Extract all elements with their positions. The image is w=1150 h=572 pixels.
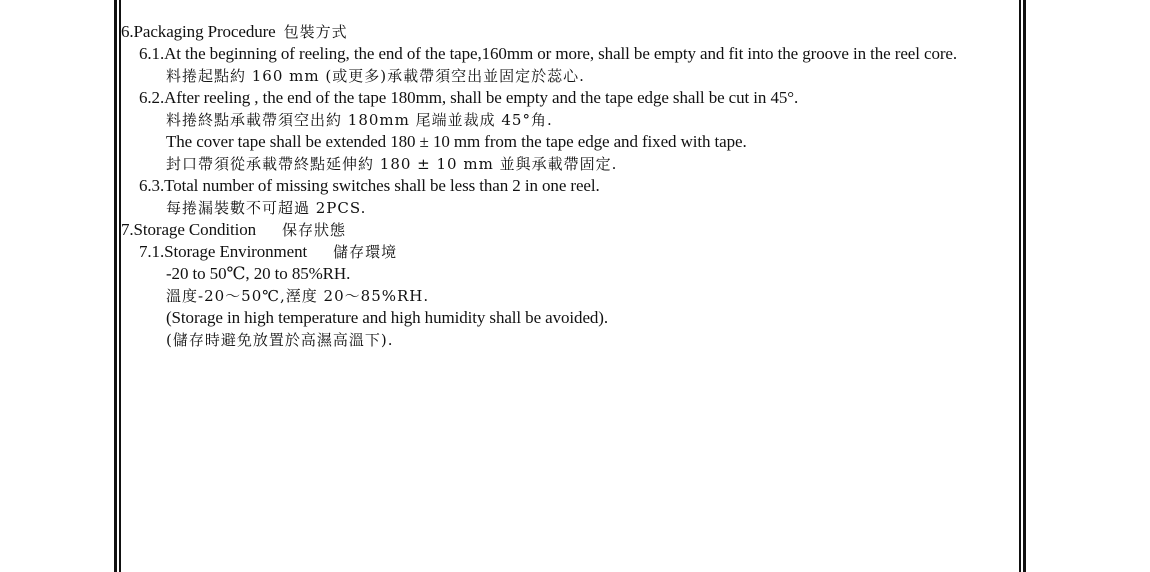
section-7-heading — [121, 219, 1011, 241]
storage-note-cjk: (儲存時避免放置於高濕高溫下). — [166, 331, 394, 349]
frame-right-outer-line — [1023, 0, 1026, 572]
section-7-heading-cjk: 保存狀態 — [282, 221, 347, 239]
item-6-2-cover-cjk: 封口帶須從承載帶終點延伸約 180 ± 10 mm 並與承載帶固定. — [166, 155, 618, 173]
item-6-3-en: 6.3.Total number of missing switches shall be less than 2 in one reel. — [139, 176, 600, 195]
document-content — [121, 21, 1011, 351]
section-6-heading-en: 6.Packaging Procedure — [121, 22, 276, 41]
item-6-2-en: 6.2.After reeling , the end of the tape 180mm, shall be empty and the tape edge shall be cut in 45°. — [139, 88, 799, 107]
item-6-3-cjk: 每捲漏裝數不可超過 2PCS. — [166, 199, 367, 217]
item-6-1-en: 6.1.At the beginning of reeling, the end of the tape,160mm or more, shall be empty and fit into the groove in the reel core. — [139, 44, 958, 63]
frame-right-inner-line — [1019, 0, 1021, 572]
frame-left-outer-line — [114, 0, 117, 572]
item-6-2-cover-en: The cover tape shall be extended 180 ± 10 mm from the tape edge and fixed with tape. — [166, 132, 747, 151]
section-6-heading-cjk: 包裝方式 — [283, 23, 348, 41]
storage-note-en: (Storage in high temperature and high humidity shall be avoided). — [166, 308, 609, 327]
item-7-1-heading-en: 7.1.Storage Environment — [139, 242, 308, 261]
section-7-heading-en: 7.Storage Condition — [121, 220, 257, 239]
section-6-heading — [121, 21, 1011, 43]
item-6-1-cjk: 料捲起點約 160 mm (或更多)承載帶須空出並固定於蕊心. — [166, 67, 585, 85]
item-7-1-heading — [121, 241, 1011, 263]
storage-range-cjk: 溫度-20～50℃,溼度 20～85%RH. — [166, 287, 430, 305]
storage-range-en: -20 to 50℃, 20 to 85%RH. — [166, 264, 351, 283]
item-7-1-heading-cjk: 儲存環境 — [333, 243, 398, 261]
item-6-2-cjk: 料捲終點承載帶須空出約 180mm 尾端並裁成 45°角. — [166, 111, 553, 129]
